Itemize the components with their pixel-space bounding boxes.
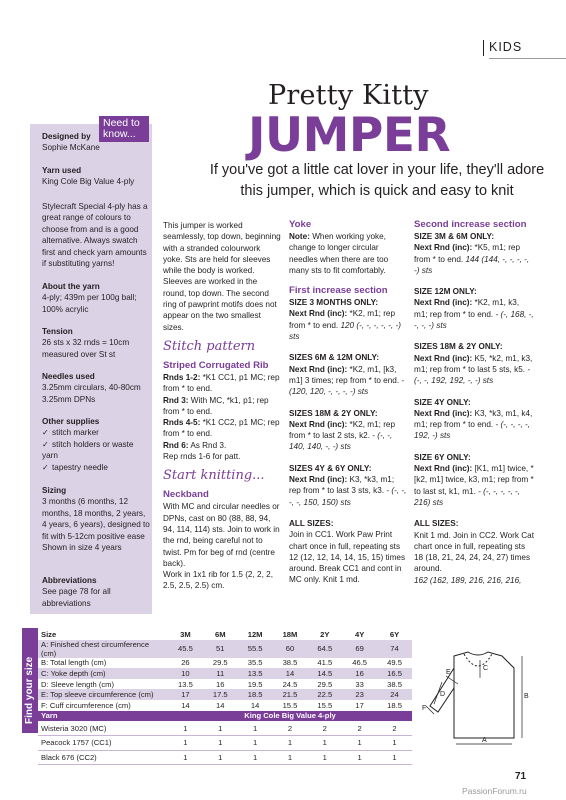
cell: 16 [342, 668, 377, 679]
table-row [38, 658, 412, 669]
label-a: A [482, 737, 487, 744]
cell: 13.5 [238, 668, 273, 679]
next-rnd-label: Next Rnd (inc): [289, 475, 348, 485]
needles-value: 3.25mm circulars, 40-80cm 3.25mm DPNs [42, 383, 141, 404]
cell: 1 [307, 736, 342, 751]
rnd-6-label: Rnd 6: [163, 440, 189, 450]
cell: 1 [168, 736, 203, 751]
cell: 10 [168, 668, 203, 679]
sizes-4y-6y-count: - (-, -, -, -, 150, 150) sts [289, 486, 407, 507]
cell: 2 [377, 721, 412, 736]
neckband-heading: Neckband [163, 489, 209, 501]
size-3m-6m-label: SIZE 3M & 6M ONLY: [414, 232, 495, 241]
abbreviations-value: See page 78 for all abbreviations [42, 587, 111, 608]
title-line2: JUMPER [248, 108, 451, 163]
cell: 49.5 [387, 658, 402, 668]
abbreviations-label: Abbreviations [42, 576, 97, 585]
size-3m-6m-instr: *K5, m1; rep from * to end. [414, 243, 521, 264]
yarn-used-block [42, 165, 150, 188]
next-rnd-label: Next Rnd (inc): [414, 243, 473, 253]
size-12m-count: - (-, 168, -, -, -, -) sts [414, 309, 534, 331]
rnd-3-label: Rnd 3: [163, 395, 189, 405]
cell: 29.5 [212, 658, 228, 668]
cell: 14 [273, 668, 308, 679]
cell: 33 [355, 679, 364, 689]
cell: 17 [168, 689, 203, 700]
table-row [38, 679, 412, 690]
cell: 17 [355, 700, 364, 710]
sizes-4y-6y-instr: K3, *k3, m1; rep from * to last 3 sts, k3. [289, 475, 395, 496]
needles-block [42, 371, 150, 405]
column-3 [414, 218, 534, 586]
second-increase-heading: Second increase section [414, 219, 527, 230]
cell: 1 [203, 721, 238, 736]
size-4y-instr: K3, *k3, m1, k4, m1; rep from * to end. [414, 408, 533, 430]
page-number: 71 [515, 771, 527, 782]
row-label: E: Top sleeve circumference (cm) [38, 689, 168, 700]
needles-label: Needles used [42, 372, 95, 381]
size-table [38, 629, 412, 765]
size-3m-label: SIZE 3 MONTHS ONLY: [289, 298, 379, 308]
note-label: Note: [289, 232, 310, 241]
supply-item: stitch holders or waste yarn [42, 439, 134, 461]
sizing-note: Shown in size 4 years [42, 543, 122, 553]
cell: 23 [342, 689, 377, 700]
rnds-4-5-text: *K1 CC2, p1 MC; rep from * to end. [163, 418, 280, 439]
start-knitting-heading: Start knitting... [163, 468, 265, 484]
size-6y-label: SIZE 6Y ONLY: [414, 452, 471, 462]
sizes-6m-12m-count: - (120, 120, -, -, -, -) sts [289, 375, 405, 397]
all-sizes-text: Knit 1 md. Join in CC2. Work Cat chart once in full, repeating sts 18 (18, 21, 24, 24, 24, 27) times around. [414, 530, 534, 574]
size-12m-instr: *K2, m1, k3, m1; rep from * to end. [414, 298, 520, 319]
row-label: C: Yoke depth (cm) [38, 668, 168, 679]
sizes-6m-12m-label: SIZES 6M & 12M ONLY: [289, 353, 380, 363]
next-rnd-label: Next Rnd (inc): [414, 408, 473, 418]
cell: 1 [238, 736, 273, 751]
cell: 15.5 [317, 700, 333, 710]
abbreviations-block [42, 575, 150, 609]
size-12m-label: SIZE 12M ONLY: [414, 287, 477, 297]
measure-f [426, 706, 434, 714]
yoke-heading: Yoke [289, 219, 312, 230]
first-increase-heading: First increase section [289, 285, 388, 297]
cell: 1 [203, 750, 238, 765]
cell: 11 [203, 668, 238, 679]
repeat-text: Rep rnds 1-6 for patt. [163, 452, 241, 462]
size-4y-label: SIZE 4Y ONLY: [414, 397, 471, 407]
yarn-label: Yarn [38, 711, 168, 722]
tension-value: 26 sts x 32 rnds = 10cm measured over St st [42, 338, 130, 359]
all-sizes-label: ALL SIZES: [414, 519, 459, 529]
size-col: 6Y [389, 629, 400, 639]
cell: 29.5 [317, 679, 333, 689]
cell: 13.5 [178, 679, 193, 689]
cell: 26 [181, 658, 190, 668]
designer-name: Sophie McKane [42, 143, 100, 153]
about-yarn-value: 4-ply; 439m per 100g ball; 100% acrylic [42, 293, 137, 314]
cell: 2 [273, 721, 308, 736]
size-col: 2Y [320, 629, 330, 639]
cell: 24.5 [282, 679, 298, 689]
cell: 74 [377, 640, 412, 658]
neckband-text-2: Work in 1x1 rib for 1.5 (2, 2, 2, 2.5, 2.5, 2.5) cm. [163, 570, 273, 591]
size-3m-count: 120 (-, -, -, -, -, -) sts [289, 320, 401, 342]
cell: 1 [273, 750, 308, 765]
cell: 38.5 [282, 658, 298, 668]
cell: 51 [203, 640, 238, 658]
size-col: 12M [247, 629, 263, 639]
row-label: D: Sleeve length (cm) [41, 679, 115, 689]
size-col: 18M [282, 629, 298, 639]
sizing-value: 3 months (6 months, 12 months, 18 months, 2 years, 4 years, 6 years), designed to fit with 5-12cm positive ease [42, 497, 150, 541]
cell: 18.5 [238, 689, 273, 700]
cell: 24 [377, 689, 412, 700]
stitch-pattern-heading: Stitch pattern [163, 338, 256, 354]
table-row [38, 689, 412, 700]
measure-e [446, 676, 458, 684]
row-label: B: Total length (cm) [41, 658, 107, 668]
about-yarn-block [42, 281, 150, 315]
other-supplies-block [42, 416, 150, 473]
cell: 35.5 [247, 658, 263, 668]
cell: 22.5 [307, 689, 342, 700]
size-header-row [38, 629, 412, 640]
cell: 16.5 [377, 668, 412, 679]
sizes-18m-2y-label: SIZES 18M & 2Y ONLY: [414, 342, 503, 352]
cell: 46.5 [352, 658, 368, 668]
row-label: Peacock 1757 (CC1) [38, 736, 168, 751]
size-6y-count: - (-, -, -, -, -, 216) sts [414, 486, 521, 507]
size-col: 6M [214, 629, 226, 639]
label-f: F [422, 705, 427, 712]
size-4y-count: - (-, -, -, -, 192, -) sts [414, 420, 531, 441]
column-1 [163, 220, 281, 592]
size-col: 4Y [354, 629, 365, 639]
section-tag: KIDS [489, 40, 523, 54]
sizing-label: Sizing [42, 486, 67, 495]
designed-by-block [42, 131, 150, 154]
size-col: 3M [180, 629, 191, 639]
cell: 14 [250, 700, 260, 710]
rnd-3-text: With MC, *k1, p1; rep from * to end. [163, 395, 269, 416]
cell: 14.5 [307, 668, 342, 679]
table-row [38, 668, 412, 679]
size-3m-6m-count: 144 (144, -, -, -, -, -) sts [414, 254, 530, 275]
cell: 18.5 [387, 700, 402, 710]
sizes-18m-2y-instr: *K2, m1; rep from * to last 2 sts, k2. [289, 419, 396, 441]
rnds-4-5-label: Rnds 4-5: [163, 418, 201, 428]
yarn-brand: King Cole Big Value 4-ply [168, 711, 412, 722]
check-icon: ✓ [42, 462, 49, 472]
cell: 14 [181, 700, 190, 710]
yarn-used-value: King Cole Big Value 4-ply [42, 177, 135, 187]
note-text: When working yoke, change to longer circular needles when there are too many sts to fit comfortably. [289, 232, 389, 275]
table-row [38, 640, 412, 658]
check-icon: ✓ [42, 439, 49, 449]
size-label: Size [41, 629, 57, 639]
tension-block [42, 326, 150, 360]
cell: 14 [216, 700, 225, 710]
title-line1: Pretty Kitty [268, 80, 429, 111]
size-6y-instr: [K1, m1] twice, *[k2, m1] twice, k3, m1; rep from * to last st, k1, m1. [414, 464, 534, 496]
table-row [38, 750, 412, 765]
cell: 1 [273, 736, 308, 751]
row-label: F: Cuff circumference (cm) [41, 700, 131, 710]
cell: 17.5 [203, 689, 238, 700]
cell: 55.5 [238, 640, 273, 658]
table-row [38, 736, 412, 751]
next-rnd-label: Next Rnd (inc): [289, 419, 348, 429]
check-icon: ✓ [42, 428, 49, 438]
find-your-size-label: Find your size [24, 656, 35, 724]
cell: 1 [168, 750, 203, 765]
supply-item: stitch marker [52, 428, 99, 438]
next-rnd-label: Next Rnd (inc): [289, 364, 348, 374]
section-tag-rule [489, 58, 566, 59]
section-tag-bar [483, 40, 484, 56]
designed-by-label: Designed by [42, 132, 91, 141]
cell: 1 [342, 736, 377, 751]
sizes-6m-12m-instr: *K2, m1, [k3, m1] 3 times; rep from * to end. [289, 364, 400, 385]
cell: 15.5 [282, 700, 298, 710]
sizes-18m-2y-count: - (-, -, 192, 192, -, -) sts [414, 364, 531, 386]
yarn-header-row [38, 711, 412, 722]
cell: 1 [203, 736, 238, 751]
cell: 1 [342, 750, 377, 765]
find-your-size-tab [22, 628, 38, 733]
sizing-block [42, 485, 150, 553]
next-rnd-label: Next Rnd (inc): [414, 464, 473, 474]
all-sizes-text: Join in CC1. Work Paw Print chart once in full, repeating sts 12 (12, 12, 14, 14, 15, 15) times around. Break CC1 and cont in MC only. Knit 1 md. [289, 530, 406, 585]
sizes-18m-2y-count: - (-, -, 140, 140, -, -) sts [289, 431, 393, 452]
cell: 1 [238, 750, 273, 765]
neckband-text: With MC and circular needles or DPNs, cast on 80 (88, 88, 94, 94, 114, 114) sts. Join to work in the rnd, being careful not to twist. Pm for beg of rnd (centre back). [163, 502, 280, 568]
other-supplies-label: Other supplies [42, 417, 100, 426]
subtitle: If you've got a little cat lover in your life, they'll adore this jumper, which is quick and easy to knit [209, 162, 545, 199]
cell: 2 [342, 721, 377, 736]
tension-label: Tension [42, 327, 73, 336]
stylecraft-note: Stylecraft Special 4-ply has a great range of colours to choose from and is a good alternative. Always swatch first and check yarn amounts if substituting yarns! [42, 202, 148, 269]
all-sizes-label: ALL SIZES: [289, 518, 334, 528]
next-rnd-label: Next Rnd (inc): [414, 353, 473, 363]
size-3m-instr: *K2, m1; rep from * to end. [289, 309, 396, 330]
cell: 2 [307, 721, 342, 736]
jumper-schematic-diagram [418, 638, 538, 748]
rnd-6-text: As Rnd 3. [190, 440, 227, 450]
cell: 1 [238, 721, 273, 736]
cell: 60 [273, 640, 308, 658]
about-yarn-label: About the yarn [42, 282, 100, 291]
cell: 45.5 [168, 640, 203, 658]
cell: 64.5 [307, 640, 342, 658]
label-d: D [440, 691, 446, 698]
cell: 16 [216, 679, 225, 689]
column-2 [289, 218, 407, 586]
sizes-18m-2y-instr: K5, *k2, m1, k3, m1; rep from * to last 5 sts, k5. [414, 353, 533, 374]
table-row [38, 700, 412, 711]
all-sizes-count: 162 (162, 189, 216, 216, 216, [414, 575, 522, 585]
next-rnd-label: Next Rnd (inc): [414, 298, 473, 308]
cell: 1 [377, 736, 412, 751]
cell: 69 [342, 640, 377, 658]
cell: 19.5 [247, 679, 263, 689]
cell: 21.5 [273, 689, 308, 700]
rnds-1-2-label: Rnds 1-2: [163, 372, 201, 382]
need-to-know-badge: Need to know... [99, 116, 149, 142]
rnds-1-2-text: *K1 CC1, p1 MC; rep from * to end. [163, 372, 280, 394]
supply-item: tapestry needle [52, 462, 108, 472]
cell: 1 [377, 750, 412, 765]
label-b: B [524, 693, 529, 700]
row-label: Black 676 (CC2) [38, 750, 168, 765]
row-label: A: Finished chest circumference (cm) [38, 640, 168, 658]
next-rnd-label: Next Rnd (inc): [289, 309, 348, 319]
site-watermark: PassionForum.ru [462, 786, 527, 796]
rib-heading: Striped Corrugated Rib [163, 359, 269, 371]
cell: 1 [168, 721, 203, 736]
label-c: C [483, 665, 489, 672]
sizes-4y-6y-label: SIZES 4Y & 6Y ONLY: [289, 463, 372, 473]
label-e: E [446, 669, 451, 676]
cell: 41.5 [317, 658, 333, 668]
sizes-18m-2y-label: SIZES 18M & 2Y ONLY: [289, 408, 378, 418]
cell: 38.5 [387, 679, 402, 689]
table-row [38, 721, 412, 736]
yarn-used-label: Yarn used [42, 166, 82, 175]
row-label: Wisteria 3020 (MC) [38, 721, 168, 736]
intro-text: This jumper is worked seamlessly, top down, beginning with a stranded colourwork yoke. Sts are held for sleeves while the body is worked. Sleeves are worked in the round, top down. The second ring of pawprint motifs does not appear on the two smallest sizes. [163, 221, 281, 332]
cell: 1 [307, 750, 342, 765]
